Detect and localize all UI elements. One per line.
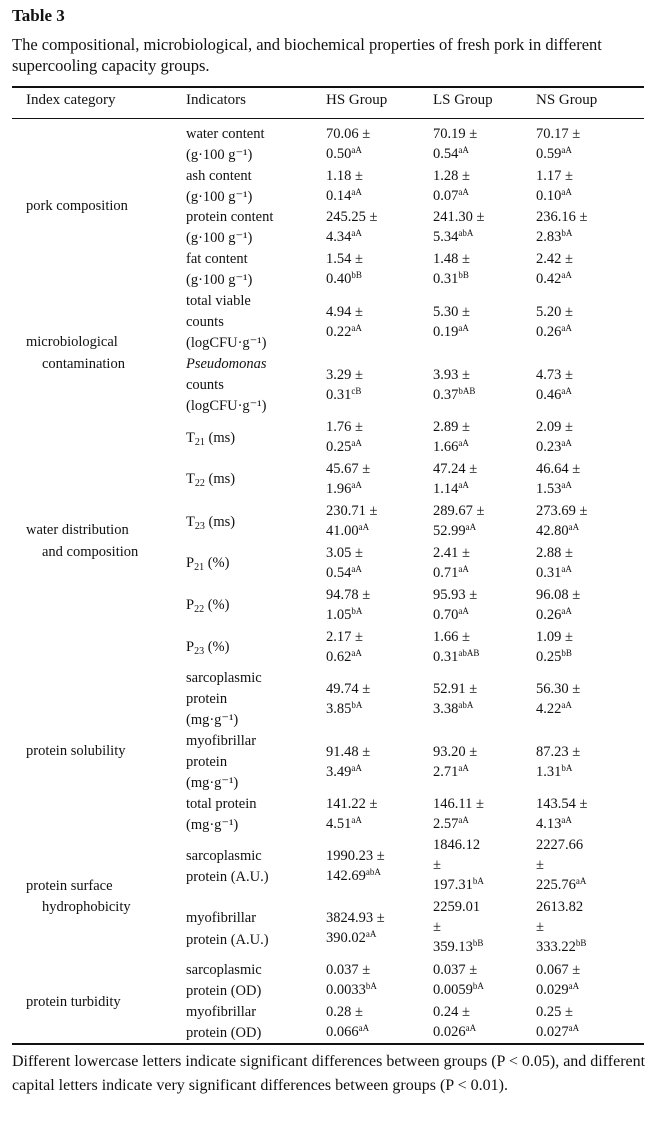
- indicator-myofibrillar: myofibrillar: [186, 733, 257, 749]
- category-microbiological-line2: contamination: [42, 356, 125, 372]
- indicator-t21: $T_{21}$ (ms): [186, 430, 236, 448]
- value-myo_tur-ns: 0.25 ± $0.027^{aA}$: [536, 1004, 580, 1040]
- value-tot_sol-ls: 146.11 ± $2.57^{aA}$: [433, 796, 484, 832]
- value-sar_sol-ns: 56.30 ± $4.22^{aA}$: [536, 681, 581, 717]
- value-prot-ls: 241.30 ± $5.34^{abA}$: [433, 209, 485, 245]
- value-pse-ns: 4.73 ± $0.46^{aA}$: [536, 367, 573, 403]
- indicator-t22: $T_{22}$ (ms): [186, 471, 236, 489]
- indicator-unit: (g·100 g⁻¹): [186, 189, 253, 205]
- value-t22-hs: 45.67 ± $1.96^{aA}$: [326, 461, 371, 497]
- value-myo_sol-ls: 93.20 ± $2.71^{aA}$: [433, 744, 478, 780]
- category-pork-composition: pork composition: [26, 198, 128, 214]
- header-rule: [12, 118, 644, 119]
- value-myo_hyd-ls: 2259.01 ± $359.13^{bB}$: [433, 899, 484, 955]
- value-prot-hs: 245.25 ± $4.34^{aA}$: [326, 209, 378, 245]
- indicator-p22: $P_{22}$ (%): [186, 597, 230, 615]
- header-hs-group: HS Group: [326, 92, 388, 108]
- value-ash-ns: 1.17 ± $0.10^{aA}$: [536, 168, 573, 204]
- indicator-protein-content: protein content: [186, 209, 274, 225]
- indicator-unit: (g·100 g⁻¹): [186, 147, 253, 163]
- category-microbiological-line1: microbiological: [26, 334, 118, 350]
- value-t23-hs: 230.71 ± $41.00^{aA}$: [326, 503, 378, 539]
- indicator-protein: protein: [186, 754, 228, 770]
- value-wc-ls: 70.19 ± $0.54^{aA}$: [433, 126, 478, 162]
- indicator-fat-content: fat content: [186, 251, 248, 267]
- indicator-sarcoplasmic: sarcoplasmic: [186, 962, 262, 978]
- header-ns-group: NS Group: [536, 92, 598, 108]
- value-ash-ls: 1.28 ± $0.07^{aA}$: [433, 168, 470, 204]
- indicator-sarcoplasmic: sarcoplasmic: [186, 670, 262, 686]
- value-p22-ns: 96.08 ± $0.26^{aA}$: [536, 587, 581, 623]
- indicator-unit: (mg·g⁻¹): [186, 712, 239, 728]
- indicator-p21: $P_{21}$ (%): [186, 555, 230, 573]
- value-sar_hyd-ls: 1846.12 ± $197.31^{bA}$: [433, 837, 484, 893]
- indicator-counts: counts: [186, 377, 224, 393]
- indicator-counts: counts: [186, 314, 224, 330]
- value-sar_hyd-hs: 1990.23 ± $142.69^{abA}$: [326, 848, 385, 884]
- indicator-unit: (mg·g⁻¹): [186, 775, 239, 791]
- value-myo_sol-ns: 87.23 ± $1.31^{bA}$: [536, 744, 581, 780]
- value-p21-ls: 2.41 ± $0.71^{aA}$: [433, 545, 470, 581]
- category-water-distribution-line2: and composition: [42, 544, 139, 560]
- category-protein-turbidity: protein turbidity: [26, 994, 121, 1010]
- value-tvc-ls: 5.30 ± $0.19^{aA}$: [433, 304, 470, 340]
- indicator-myofibrillar: myofibrillar: [186, 910, 257, 926]
- indicator-pseudomonas: Pseudomonas: [186, 356, 267, 372]
- indicator-unit: (mg·g⁻¹): [186, 817, 239, 833]
- value-myo_tur-hs: 0.28 ± $0.066^{aA}$: [326, 1004, 370, 1040]
- indicator-protein-od: protein (OD): [186, 983, 262, 999]
- indicator-total-viable: total viable: [186, 293, 251, 309]
- value-fat-ls: 1.48 ± $0.31^{bB}$: [433, 251, 470, 287]
- value-sar_tur-ls: 0.037 ± $0.0059^{bA}$: [433, 962, 484, 998]
- value-prot-ns: 236.16 ± $2.83^{bA}$: [536, 209, 588, 245]
- value-sar_tur-ns: 0.067 ± $0.029^{aA}$: [536, 962, 581, 998]
- value-pse-ls: 3.93 ± $0.37^{bAB}$: [433, 367, 476, 403]
- value-p21-ns: 2.88 ± $0.31^{aA}$: [536, 545, 573, 581]
- value-myo_tur-ls: 0.24 ± $0.026^{aA}$: [433, 1004, 477, 1040]
- category-protein-solubility: protein solubility: [26, 743, 126, 759]
- value-p23-ns: 1.09 ± $0.25^{bB}$: [536, 629, 573, 665]
- table-caption: The compositional, microbiological, and biochemical properties of fresh pork in different supercooling capacity groups.: [12, 35, 602, 75]
- value-fat-hs: 1.54 ± $0.40^{bB}$: [326, 251, 363, 287]
- value-tvc-ns: 5.20 ± $0.26^{aA}$: [536, 304, 573, 340]
- header-indicators: Indicators: [186, 92, 246, 108]
- indicator-ash-content: ash content: [186, 168, 252, 184]
- header-ls-group: LS Group: [433, 92, 493, 108]
- value-tot_sol-ns: 143.54 ± $4.13^{aA}$: [536, 796, 588, 832]
- value-tvc-hs: 4.94 ± $0.22^{aA}$: [326, 304, 363, 340]
- category-hydrophobicity-line2: hydrophobicity: [42, 899, 131, 915]
- value-sar_sol-ls: 52.91 ± $3.38^{abA}$: [433, 681, 478, 717]
- value-p22-ls: 95.93 ± $0.70^{aA}$: [433, 587, 478, 623]
- table-label: Table 3: [12, 6, 65, 25]
- value-myo_hyd-hs: 3824.93 ± $390.02^{aA}$: [326, 910, 385, 946]
- indicator-t23: $T_{23}$ (ms): [186, 514, 236, 532]
- value-t21-ls: 2.89 ± $1.66^{aA}$: [433, 419, 470, 455]
- indicator-unit: (logCFU·g⁻¹): [186, 335, 267, 351]
- indicator-unit: (g·100 g⁻¹): [186, 272, 253, 288]
- indicator-protein-au: protein (A.U.): [186, 932, 269, 948]
- value-pse-hs: 3.29 ± $0.31^{cB}$: [326, 367, 363, 403]
- value-t23-ls: 289.67 ± $52.99^{aA}$: [433, 503, 485, 539]
- indicator-total-protein: total protein: [186, 796, 257, 812]
- value-sar_tur-hs: 0.037 ± $0.0033^{bA}$: [326, 962, 377, 998]
- indicator-protein-au: protein (A.U.): [186, 869, 269, 885]
- value-myo_hyd-ns: 2613.82 ± $333.22^{bB}$: [536, 899, 587, 955]
- header-index-category: Index category: [26, 92, 116, 108]
- value-p21-hs: 3.05 ± $0.54^{aA}$: [326, 545, 363, 581]
- indicator-water-content: water content: [186, 126, 265, 142]
- value-t23-ns: 273.69 ± $42.80^{aA}$: [536, 503, 588, 539]
- indicator-myofibrillar: myofibrillar: [186, 1004, 257, 1020]
- indicator-sarcoplasmic: sarcoplasmic: [186, 848, 262, 864]
- value-ash-hs: 1.18 ± $0.14^{aA}$: [326, 168, 363, 204]
- category-water-distribution-line1: water distribution: [26, 522, 129, 538]
- value-wc-ns: 70.17 ± $0.59^{aA}$: [536, 126, 581, 162]
- value-t21-ns: 2.09 ± $0.23^{aA}$: [536, 419, 573, 455]
- indicator-p23: $P_{23}$ (%): [186, 639, 230, 657]
- value-sar_sol-hs: 49.74 ± $3.85^{bA}$: [326, 681, 371, 717]
- value-t22-ls: 47.24 ± $1.14^{aA}$: [433, 461, 478, 497]
- value-p23-hs: 2.17 ± $0.62^{aA}$: [326, 629, 363, 665]
- indicator-protein: protein: [186, 691, 228, 707]
- top-rule: [12, 86, 644, 88]
- value-wc-hs: 70.06 ± $0.50^{aA}$: [326, 126, 371, 162]
- value-p22-hs: 94.78 ± $1.05^{bA}$: [326, 587, 371, 623]
- value-t21-hs: 1.76 ± $0.25^{aA}$: [326, 419, 363, 455]
- indicator-protein-od: protein (OD): [186, 1025, 262, 1041]
- value-sar_hyd-ns: 2227.66 ± $225.76^{aA}$: [536, 837, 587, 893]
- value-myo_sol-hs: 91.48 ± $3.49^{aA}$: [326, 744, 371, 780]
- table-footnote: Different lowercase letters indicate significant differences between groups (P < 0.05), and different capital letters indicate very significant differences between groups (P < 0.01).: [12, 1053, 646, 1094]
- indicator-unit: (logCFU·g⁻¹): [186, 398, 267, 414]
- value-p23-ls: 1.66 ± $0.31^{abAB}$: [433, 629, 480, 665]
- indicator-unit: (g·100 g⁻¹): [186, 230, 253, 246]
- value-t22-ns: 46.64 ± $1.53^{aA}$: [536, 461, 581, 497]
- value-fat-ns: 2.42 ± $0.42^{aA}$: [536, 251, 573, 287]
- value-tot_sol-hs: 141.22 ± $4.51^{aA}$: [326, 796, 378, 832]
- category-hydrophobicity-line1: protein surface: [26, 878, 113, 894]
- bottom-rule: [12, 1043, 644, 1045]
